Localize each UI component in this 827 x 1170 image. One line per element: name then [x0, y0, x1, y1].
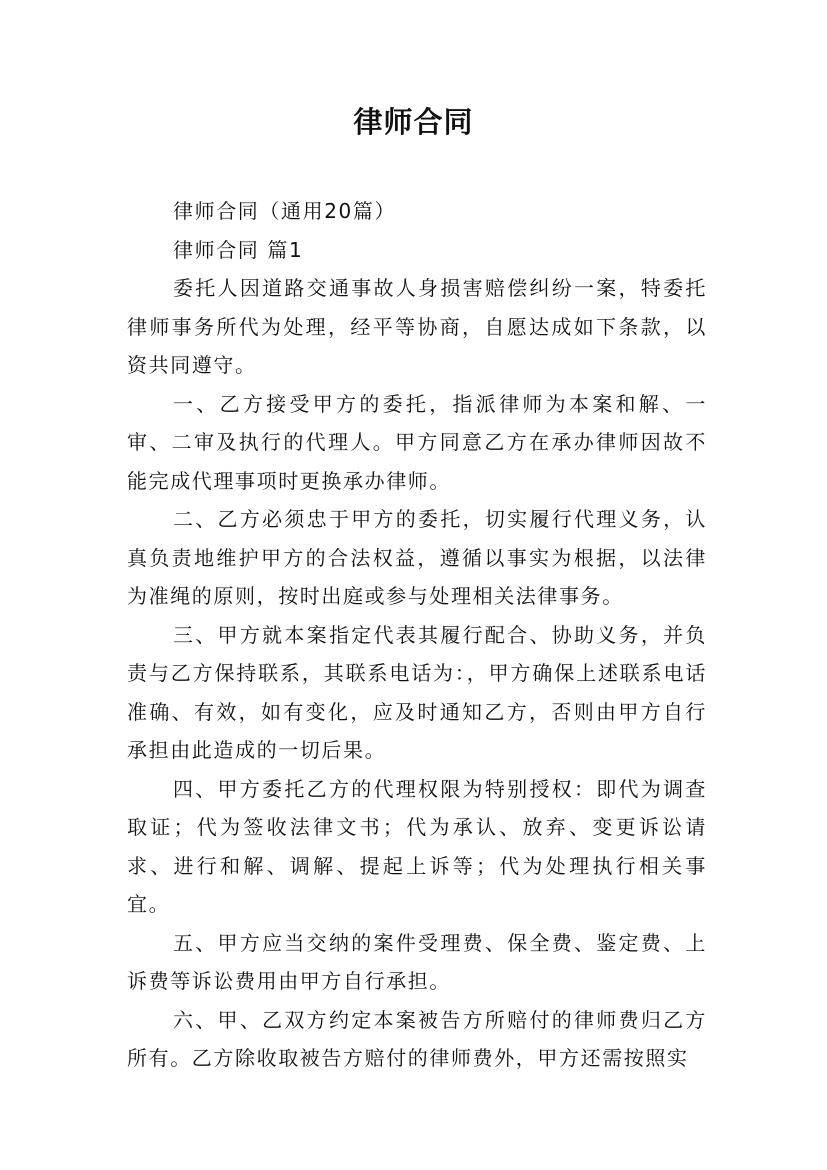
- paragraph: 四、甲方委托乙方的代理权限为特别授权：即代为调查取证；代为签收法律文书；代为承认、放弃、变更诉讼请求、进行和解、调解、提起上诉等；代为处理执行相关事宜。: [127, 776, 707, 916]
- document-title: 律师合同: [353, 105, 474, 139]
- paragraph: 三、甲方就本案指定代表其履行配合、协助义务，并负责与乙方保持联系，其联系电话为：，甲方确保上述联系电话准确、有效，如有变化，应及时通知乙方，否则由甲方自行承担由此造成的一切后果。: [127, 622, 707, 762]
- paragraph: 一、乙方接受甲方的委托，指派律师为本案和解、一审、二审及执行的代理人。甲方同意乙方在承办律师因故不能完成代理事项时更换承办律师。: [127, 391, 707, 493]
- paragraph: 五、甲方应当交纳的案件受理费、保全费、鉴定费、上诉费等诉讼费用由甲方自行承担。: [127, 930, 707, 993]
- paragraph-section-heading: 律师合同 篇1: [173, 237, 304, 262]
- paragraph: 二、乙方必须忠于甲方的委托，切实履行代理义务，认真负责地维护甲方的合法权益，遵循以事实为根据，以法律为准绳的原则，按时出庭或参与处理相关法律事务。: [127, 507, 707, 608]
- paragraph: 六、甲、乙双方约定本案被告方所赔付的律师费归乙方所有。乙方除收取被告方赔付的律师费外，甲方还需按照实: [127, 1007, 707, 1070]
- document-body: [127, 192, 707, 1078]
- paragraph-subtitle: 律师合同（通用20篇）: [173, 199, 397, 223]
- paragraph: 委托人因道路交通事故人身损害赔偿纠纷一案，特委托律师事务所代为处理，经平等协商，自愿达成如下条款，以资共同遵守。: [127, 276, 707, 377]
